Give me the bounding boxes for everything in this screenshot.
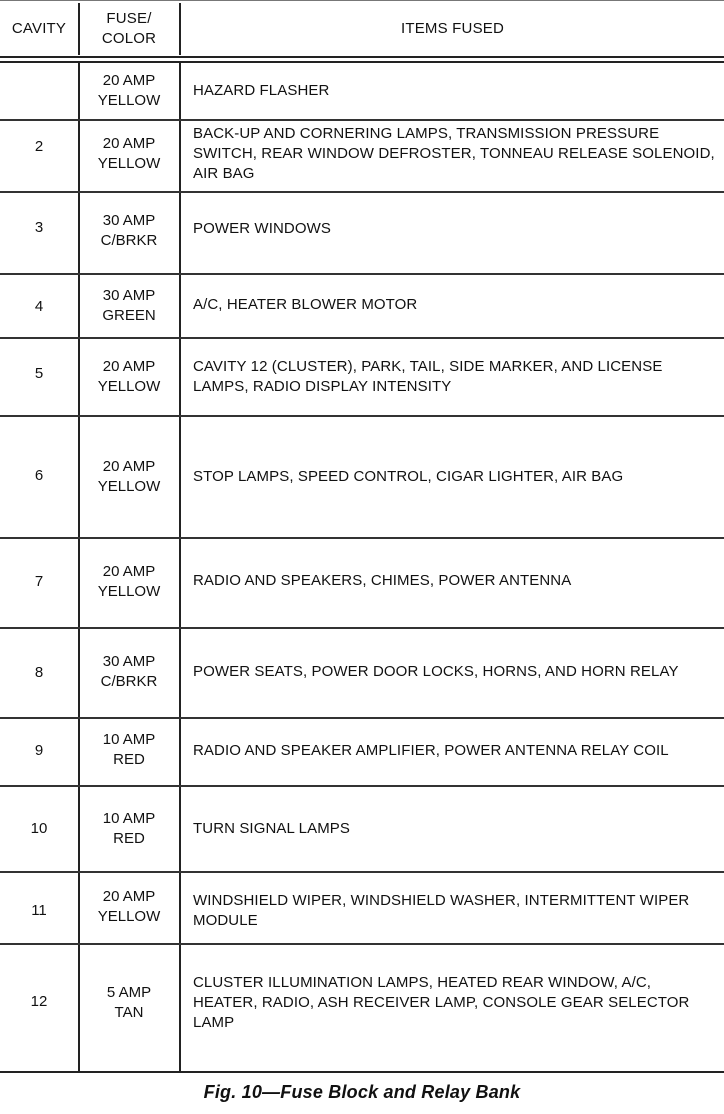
header-divider bbox=[179, 3, 181, 55]
table-row bbox=[0, 539, 724, 627]
header-cavity: CAVITY bbox=[11, 20, 67, 37]
table-row bbox=[0, 275, 724, 337]
items-fused: POWER WINDOWS bbox=[193, 220, 331, 237]
fuse-amp: 30 AMP bbox=[102, 287, 156, 304]
cavity-number: 2 bbox=[34, 137, 44, 155]
items-fused: RADIO AND SPEAKERS, CHIMES, POWER ANTENNA bbox=[193, 572, 572, 589]
table-row bbox=[0, 787, 724, 871]
table-row bbox=[0, 629, 724, 717]
fuse-cell bbox=[80, 629, 178, 715]
fuse-color: RED bbox=[113, 751, 145, 768]
fuse-color: RED bbox=[113, 830, 145, 847]
cavity-number: 7 bbox=[34, 572, 44, 590]
fuse-amp: 10 AMP bbox=[102, 731, 156, 748]
header-fuse-color: FUSE/ COLOR bbox=[101, 10, 157, 47]
fuse-color: YELLOW bbox=[97, 908, 161, 925]
items-fused: CLUSTER ILLUMINATION LAMPS, HEATED REAR WINDOW, A/C, HEATER, RADIO, ASH RECEIVER LAMP, CONSOLE GEAR SELECTOR LAMP bbox=[193, 974, 690, 1031]
cavity-number bbox=[0, 63, 78, 119]
cavity-number: 8 bbox=[34, 663, 44, 681]
fuse-color: TAN bbox=[114, 1004, 144, 1021]
cavity-number: 4 bbox=[34, 297, 44, 315]
table-row bbox=[0, 339, 724, 415]
fuse-amp: 30 AMP bbox=[102, 212, 156, 229]
figure-caption: Fig. 10—Fuse Block and Relay Bank bbox=[203, 1082, 521, 1102]
fuse-amp: 20 AMP bbox=[102, 888, 156, 905]
items-fused: STOP LAMPS, SPEED CONTROL, CIGAR LIGHTER, AIR BAG bbox=[193, 468, 624, 485]
cavity-number: 3 bbox=[34, 218, 44, 236]
fuse-color: YELLOW bbox=[97, 155, 161, 172]
table-row bbox=[0, 417, 724, 537]
fuse-amp: 30 AMP bbox=[102, 653, 156, 670]
header-divider bbox=[78, 3, 80, 55]
table-row bbox=[0, 63, 724, 119]
fuse-color: C/BRKR bbox=[100, 673, 158, 690]
fuse-color: YELLOW bbox=[97, 92, 161, 109]
cavity-number: 5 bbox=[34, 364, 44, 382]
items-fused: RADIO AND SPEAKER AMPLIFIER, POWER ANTENNA RELAY COIL bbox=[193, 742, 669, 759]
cavity-number: 6 bbox=[34, 466, 44, 484]
fuse-cell bbox=[80, 63, 178, 119]
items-fused: HAZARD FLASHER bbox=[193, 82, 330, 99]
items-fused: POWER SEATS, POWER DOOR LOCKS, HORNS, AND HORN RELAY bbox=[193, 663, 679, 680]
items-fused: BACK-UP AND CORNERING LAMPS, TRANSMISSION PRESSURE SWITCH, REAR WINDOW DEFROSTER, TONNEAU RELEASE SOLENOID, AIR BAG bbox=[193, 125, 715, 182]
table-bottom-rule bbox=[0, 1071, 724, 1073]
fuse-cell bbox=[80, 339, 178, 415]
items-fused: TURN SIGNAL LAMPS bbox=[193, 820, 351, 837]
fuse-amp: 5 AMP bbox=[106, 984, 152, 1001]
fuse-cell bbox=[80, 275, 178, 337]
fuse-color: YELLOW bbox=[97, 378, 161, 395]
fuse-color: C/BRKR bbox=[100, 232, 158, 249]
header-rule bbox=[0, 56, 724, 58]
fuse-cell bbox=[80, 787, 178, 871]
table-header bbox=[0, 0, 724, 57]
fuse-cell bbox=[80, 719, 178, 781]
fuse-amp: 20 AMP bbox=[102, 72, 156, 89]
table-row bbox=[0, 719, 724, 785]
fuse-amp: 20 AMP bbox=[102, 458, 156, 475]
fuse-color: YELLOW bbox=[97, 478, 161, 495]
items-fused: WINDSHIELD WIPER, WINDSHIELD WASHER, INTERMITTENT WIPER MODULE bbox=[193, 892, 690, 929]
header-items-fused: ITEMS FUSED bbox=[400, 20, 505, 37]
cavity-number: 9 bbox=[34, 741, 44, 759]
fuse-amp: 20 AMP bbox=[102, 358, 156, 375]
fuse-cell bbox=[80, 945, 178, 1061]
fuse-color: YELLOW bbox=[97, 583, 161, 600]
table-row bbox=[0, 193, 724, 273]
fuse-cell bbox=[80, 417, 178, 537]
cavity-number: 12 bbox=[30, 992, 48, 1010]
fuse-amp: 10 AMP bbox=[102, 810, 156, 827]
cavity-number: 11 bbox=[31, 901, 47, 919]
cavity-number: 10 bbox=[30, 819, 48, 837]
table-row bbox=[0, 873, 724, 943]
items-fused: CAVITY 12 (CLUSTER), PARK, TAIL, SIDE MARKER, AND LICENSE LAMPS, RADIO DISPLAY INTENSITY bbox=[193, 358, 663, 395]
fuse-cell bbox=[80, 539, 178, 625]
fuse-cell bbox=[80, 873, 178, 941]
items-fused: A/C, HEATER BLOWER MOTOR bbox=[193, 296, 418, 313]
table-row bbox=[0, 945, 724, 1071]
fuse-color: GREEN bbox=[102, 307, 156, 324]
fuse-amp: 20 AMP bbox=[102, 563, 156, 580]
fuse-cell bbox=[80, 121, 178, 187]
table-row bbox=[0, 121, 724, 191]
fuse-amp: 20 AMP bbox=[102, 135, 156, 152]
fuse-cell bbox=[80, 193, 178, 269]
